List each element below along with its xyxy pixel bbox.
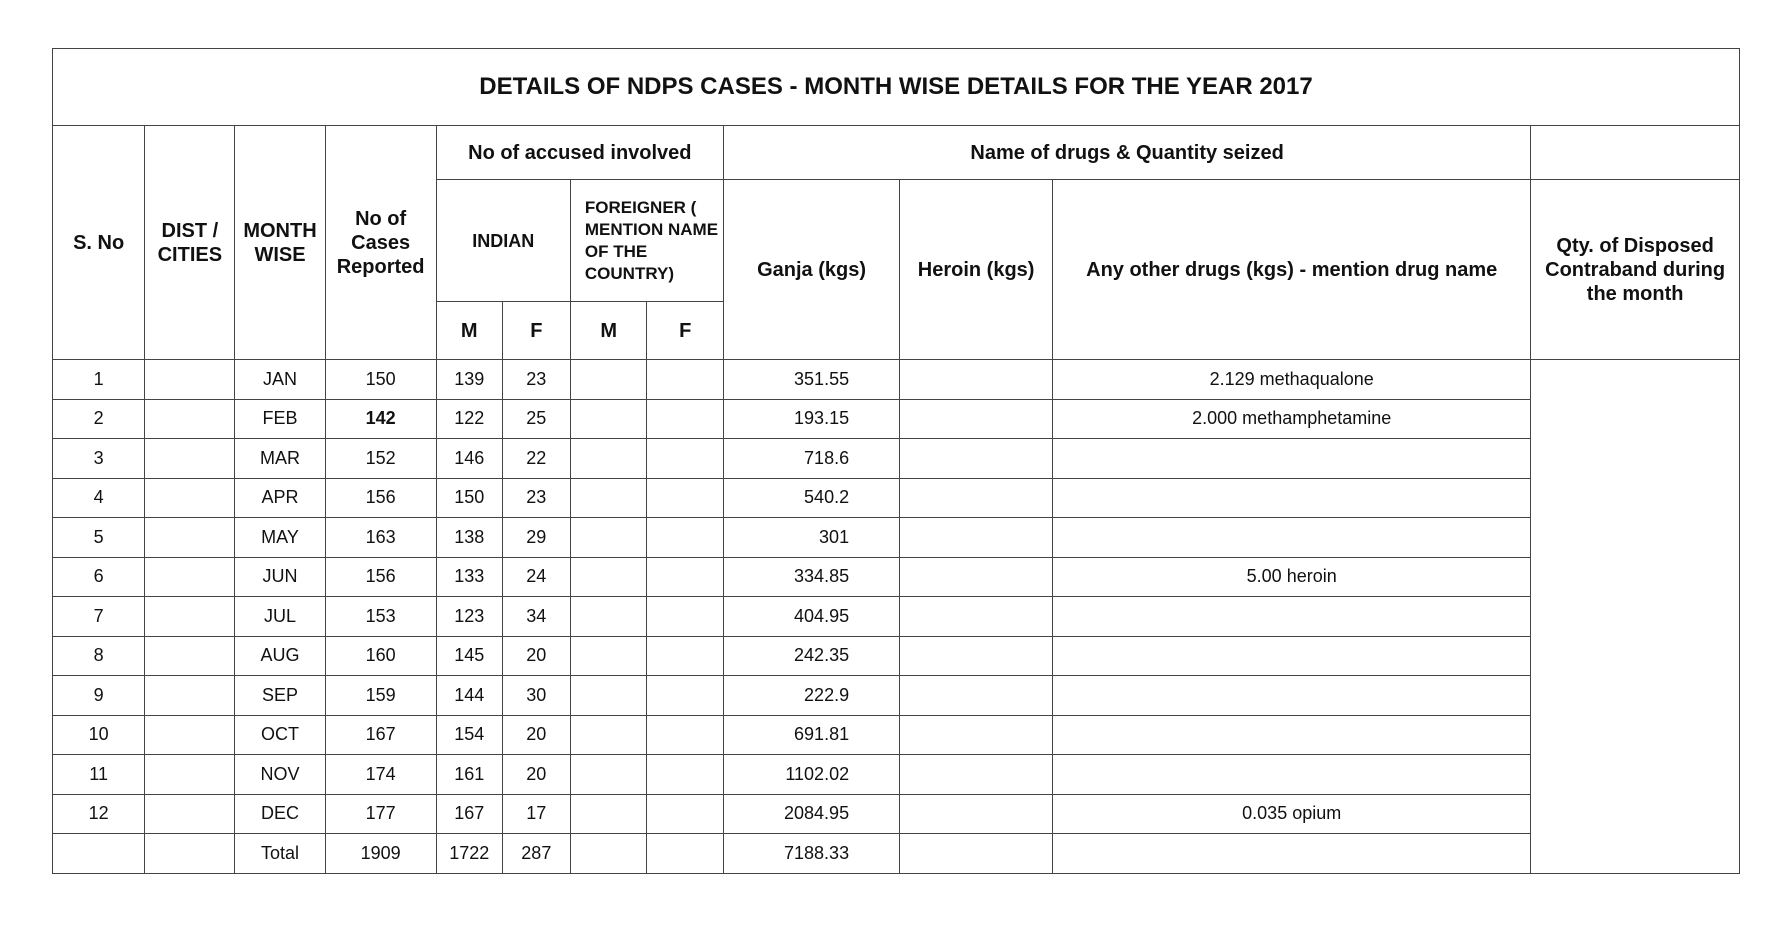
total-ganja: 7188.33 [723, 834, 899, 874]
cell-other-drugs [1053, 518, 1531, 558]
cell-sno: 3 [53, 439, 145, 479]
cell-ganja: 301 [723, 518, 899, 558]
cell-foreigner-m [570, 439, 647, 479]
total-row [53, 834, 1740, 874]
cell-indian-f: 30 [502, 676, 570, 716]
header-indian: INDIAN [436, 180, 570, 302]
cell-indian-f: 24 [502, 557, 570, 597]
cell-indian-m: 146 [436, 439, 502, 479]
cell-indian-m: 144 [436, 676, 502, 716]
cell-month: MAY [235, 518, 325, 558]
cell-indian-m: 123 [436, 597, 502, 637]
total-cases: 1909 [325, 834, 436, 874]
cell-indian-f: 34 [502, 597, 570, 637]
cell-foreigner-f [647, 439, 724, 479]
cell-sno: 9 [53, 676, 145, 716]
cell-cases: 159 [325, 676, 436, 716]
cell-heroin [900, 399, 1053, 439]
header-foreigner: FOREIGNER ( MENTION NAME OF THE COUNTRY) [570, 180, 723, 302]
cell-foreigner-f [647, 557, 724, 597]
header-drugs-group: Name of drugs & Quantity seized [723, 126, 1530, 180]
header-foreigner-f: F [647, 302, 724, 360]
cell-month: FEB [235, 399, 325, 439]
total-other-drugs [1053, 834, 1531, 874]
header-other-drugs: Any other drugs (kgs) - mention drug name [1053, 180, 1531, 360]
cell-other-drugs [1053, 636, 1531, 676]
cell-dist [145, 636, 235, 676]
cell-ganja: 1102.02 [723, 755, 899, 795]
cell-sno: 6 [53, 557, 145, 597]
total-dist [145, 834, 235, 874]
header-indian-m: M [436, 302, 502, 360]
cell-disposed [1531, 360, 1740, 874]
cell-month: NOV [235, 755, 325, 795]
header-accused-group: No of accused involved [436, 126, 723, 180]
cell-foreigner-m [570, 518, 647, 558]
cell-ganja: 334.85 [723, 557, 899, 597]
cell-foreigner-f [647, 478, 724, 518]
cell-dist [145, 794, 235, 834]
cell-indian-m: 145 [436, 636, 502, 676]
cell-cases: 156 [325, 557, 436, 597]
cell-other-drugs [1053, 755, 1531, 795]
total-indian-f: 287 [502, 834, 570, 874]
cell-sno: 5 [53, 518, 145, 558]
cell-foreigner-f [647, 676, 724, 716]
total-foreigner-f [647, 834, 724, 874]
cell-heroin [900, 715, 1053, 755]
cell-ganja: 351.55 [723, 360, 899, 400]
cell-foreigner-m [570, 676, 647, 716]
cell-ganja: 404.95 [723, 597, 899, 637]
total-indian-m: 1722 [436, 834, 502, 874]
cell-ganja: 718.6 [723, 439, 899, 479]
cell-ganja: 193.15 [723, 399, 899, 439]
header-foreigner-m: M [570, 302, 647, 360]
cell-other-drugs [1053, 715, 1531, 755]
cell-indian-f: 22 [502, 439, 570, 479]
cell-foreigner-f [647, 636, 724, 676]
cell-ganja: 540.2 [723, 478, 899, 518]
total-sno [53, 834, 145, 874]
cell-cases: 177 [325, 794, 436, 834]
cell-indian-m: 167 [436, 794, 502, 834]
table-body [53, 360, 1740, 874]
cell-indian-f: 20 [502, 755, 570, 795]
ndps-table [52, 48, 1740, 874]
cell-cases: 167 [325, 715, 436, 755]
cell-indian-f: 23 [502, 478, 570, 518]
total-heroin [900, 834, 1053, 874]
cell-heroin [900, 597, 1053, 637]
cell-month: DEC [235, 794, 325, 834]
cell-month: JUL [235, 597, 325, 637]
cell-foreigner-m [570, 360, 647, 400]
cell-foreigner-m [570, 755, 647, 795]
cell-month: SEP [235, 676, 325, 716]
cell-ganja: 691.81 [723, 715, 899, 755]
header-dist: DIST / CITIES [145, 126, 235, 360]
cell-heroin [900, 676, 1053, 716]
cell-indian-m: 133 [436, 557, 502, 597]
total-foreigner-m [570, 834, 647, 874]
cell-other-drugs [1053, 676, 1531, 716]
cell-indian-m: 150 [436, 478, 502, 518]
cell-dist [145, 715, 235, 755]
cell-indian-f: 20 [502, 636, 570, 676]
cell-foreigner-f [647, 518, 724, 558]
table-row [53, 794, 1740, 834]
cell-cases: 150 [325, 360, 436, 400]
cell-foreigner-f [647, 360, 724, 400]
cell-month: APR [235, 478, 325, 518]
cell-ganja: 242.35 [723, 636, 899, 676]
cell-cases: 153 [325, 597, 436, 637]
cell-indian-f: 17 [502, 794, 570, 834]
table-row [53, 557, 1740, 597]
total-label: Total [235, 834, 325, 874]
table-row [53, 715, 1740, 755]
cell-other-drugs [1053, 439, 1531, 479]
cell-foreigner-m [570, 715, 647, 755]
cell-indian-m: 138 [436, 518, 502, 558]
cell-dist [145, 360, 235, 400]
cell-dist [145, 518, 235, 558]
cell-sno: 8 [53, 636, 145, 676]
cell-heroin [900, 478, 1053, 518]
cell-ganja: 222.9 [723, 676, 899, 716]
cell-dist [145, 478, 235, 518]
cell-indian-m: 139 [436, 360, 502, 400]
cell-dist [145, 597, 235, 637]
header-month: MONTH WISE [235, 126, 325, 360]
cell-foreigner-m [570, 794, 647, 834]
cell-sno: 1 [53, 360, 145, 400]
table-row [53, 518, 1740, 558]
cell-dist [145, 439, 235, 479]
table-row [53, 439, 1740, 479]
cell-heroin [900, 439, 1053, 479]
ndps-report [52, 48, 1740, 874]
cell-sno: 12 [53, 794, 145, 834]
cell-dist [145, 755, 235, 795]
page-title: DETAILS OF NDPS CASES - MONTH WISE DETAILS FOR THE YEAR 2017 [53, 49, 1740, 126]
table-row [53, 676, 1740, 716]
header-blank [1531, 126, 1740, 180]
cell-other-drugs: 2.000 methamphetamine [1053, 399, 1531, 439]
cell-dist [145, 676, 235, 716]
cell-month: OCT [235, 715, 325, 755]
cell-foreigner-m [570, 557, 647, 597]
cell-month: JAN [235, 360, 325, 400]
cell-indian-m: 161 [436, 755, 502, 795]
cell-other-drugs: 0.035 opium [1053, 794, 1531, 834]
cell-heroin [900, 755, 1053, 795]
header-indian-f: F [502, 302, 570, 360]
cell-heroin [900, 360, 1053, 400]
cell-heroin [900, 636, 1053, 676]
cell-cases: 163 [325, 518, 436, 558]
cell-dist [145, 557, 235, 597]
cell-indian-m: 122 [436, 399, 502, 439]
cell-indian-f: 20 [502, 715, 570, 755]
table-row [53, 478, 1740, 518]
cell-cases: 152 [325, 439, 436, 479]
cell-month: JUN [235, 557, 325, 597]
cell-ganja: 2084.95 [723, 794, 899, 834]
cell-cases: 142 [325, 399, 436, 439]
table-row [53, 399, 1740, 439]
cell-cases: 160 [325, 636, 436, 676]
table-row [53, 360, 1740, 400]
cell-foreigner-m [570, 399, 647, 439]
cell-foreigner-m [570, 478, 647, 518]
cell-indian-f: 23 [502, 360, 570, 400]
cell-foreigner-f [647, 755, 724, 795]
cell-other-drugs [1053, 478, 1531, 518]
table-row [53, 597, 1740, 637]
cell-foreigner-m [570, 636, 647, 676]
cell-foreigner-f [647, 597, 724, 637]
cell-sno: 4 [53, 478, 145, 518]
cell-heroin [900, 794, 1053, 834]
cell-sno: 7 [53, 597, 145, 637]
header-sno: S. No [53, 126, 145, 360]
header-heroin: Heroin (kgs) [900, 180, 1053, 360]
cell-cases: 174 [325, 755, 436, 795]
cell-foreigner-f [647, 794, 724, 834]
cell-indian-f: 29 [502, 518, 570, 558]
header-disposed: Qty. of Disposed Contraband during the month [1531, 180, 1740, 360]
table-row [53, 755, 1740, 795]
cell-other-drugs: 5.00 heroin [1053, 557, 1531, 597]
cell-sno: 2 [53, 399, 145, 439]
cell-cases: 156 [325, 478, 436, 518]
header-cases: No of Cases Reported [325, 126, 436, 360]
cell-heroin [900, 518, 1053, 558]
cell-foreigner-m [570, 597, 647, 637]
cell-month: MAR [235, 439, 325, 479]
cell-other-drugs: 2.129 methaqualone [1053, 360, 1531, 400]
table-row [53, 636, 1740, 676]
cell-foreigner-f [647, 715, 724, 755]
cell-month: AUG [235, 636, 325, 676]
cell-other-drugs [1053, 597, 1531, 637]
cell-heroin [900, 557, 1053, 597]
cell-indian-f: 25 [502, 399, 570, 439]
cell-indian-m: 154 [436, 715, 502, 755]
header-ganja: Ganja (kgs) [723, 180, 899, 360]
cell-dist [145, 399, 235, 439]
cell-sno: 10 [53, 715, 145, 755]
cell-sno: 11 [53, 755, 145, 795]
cell-foreigner-f [647, 399, 724, 439]
